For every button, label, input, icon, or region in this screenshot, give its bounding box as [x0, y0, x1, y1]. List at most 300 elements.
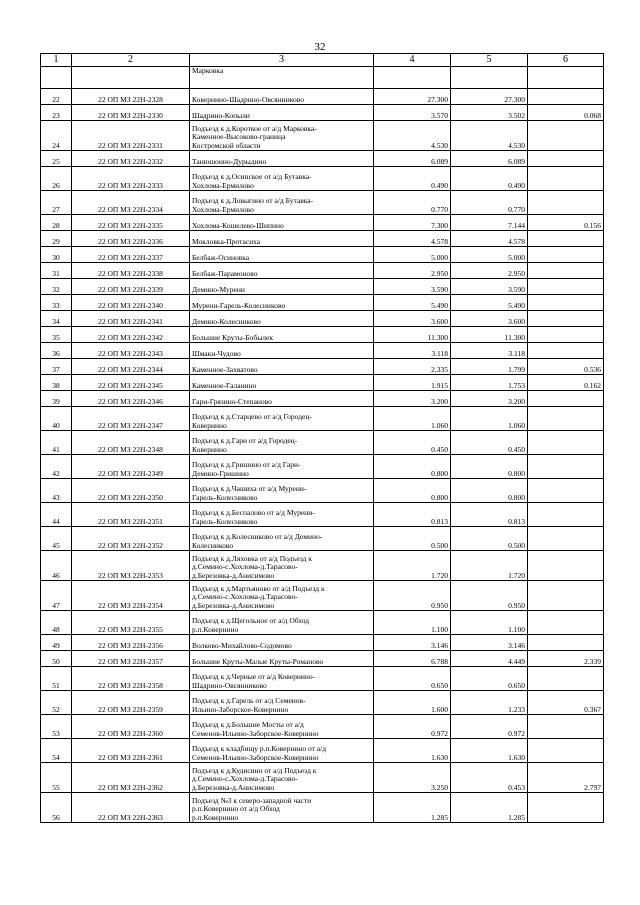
road-name-line: д.Березовка-д.Анисимово [192, 782, 275, 792]
road-name-cell [190, 551, 374, 581]
road-name-cell [190, 231, 374, 247]
road-name-line: Подъезд к д.Гришино от а/д Гари- [192, 460, 301, 470]
road-name-cell [190, 635, 374, 651]
total-length-cell: 4.530 [374, 121, 451, 151]
length-cell [528, 551, 604, 581]
road-name-line: Большие Круты-Малые Круты-Романово [192, 656, 324, 666]
length-cell [528, 667, 604, 691]
row-number-cell [41, 67, 72, 89]
length-cell: 6.089 [451, 151, 528, 167]
row-number-cell: 56 [41, 793, 72, 823]
row-number-cell: 27 [41, 191, 72, 215]
road-code-cell: 22 ОП МЗ 22Н-2356 [72, 635, 190, 651]
road-name-line: Подъезд к д.Ляховка от а/д Подъезд к [192, 553, 312, 563]
total-length-cell: 0.972 [374, 715, 451, 739]
column-header: 4 [374, 54, 451, 67]
length-cell [528, 247, 604, 263]
length-cell: 1.720 [451, 551, 528, 581]
road-name-line: Каменное-Захватово [192, 364, 258, 374]
table-row [41, 611, 604, 635]
total-length-cell: 1.630 [374, 739, 451, 763]
row-number-cell: 41 [41, 431, 72, 455]
road-name-cell [190, 431, 374, 455]
length-cell: 4.449 [451, 651, 528, 667]
length-cell [528, 431, 604, 455]
length-cell: 27.300 [451, 89, 528, 105]
table-row [41, 295, 604, 311]
length-cell: 11.300 [451, 327, 528, 343]
row-number-cell: 55 [41, 763, 72, 793]
row-number-cell: 28 [41, 215, 72, 231]
row-number-cell: 26 [41, 167, 72, 191]
road-name-line: Шмаки-Чудово [192, 348, 241, 358]
road-name-cell [190, 359, 374, 375]
road-name-line: Костромской области [192, 140, 261, 150]
road-name-line: Мурени-Гарель-Колесниково [192, 300, 286, 310]
road-name-line: Подъезд к д.Мартьяново от а/д Подъезд к [192, 583, 325, 593]
length-cell: 0.770 [451, 191, 528, 215]
column-header: 1 [41, 54, 72, 67]
total-length-cell: 1.720 [374, 551, 451, 581]
road-name-line: Подъезд к д.Черные от а/д Ковернино- [192, 672, 316, 682]
length-cell: 0.950 [451, 581, 528, 611]
road-code-cell: 22 ОП МЗ 22Н-2328 [72, 89, 190, 105]
road-name-line: д.Березовка-д.Анисимово [192, 570, 275, 580]
column-header: 5 [451, 54, 528, 67]
road-code-cell: 22 ОП МЗ 22Н-2348 [72, 431, 190, 455]
length-cell [528, 407, 604, 431]
table-row [41, 407, 604, 431]
road-name-line: Белбаж-Парамоново [192, 268, 258, 278]
length-cell: 0.813 [451, 503, 528, 527]
road-code-cell: 22 ОП МЗ 22Н-2352 [72, 527, 190, 551]
table-row [41, 527, 604, 551]
total-length-cell: 1.600 [374, 691, 451, 715]
length-cell: 0.367 [528, 691, 604, 715]
road-name-line: Семенов-Ильино-Заборское-Ковернино [192, 728, 319, 738]
road-code-cell: 22 ОП МЗ 22Н-2338 [72, 263, 190, 279]
table-row [41, 667, 604, 691]
row-number-cell: 48 [41, 611, 72, 635]
table-row [41, 279, 604, 295]
row-number-cell: 54 [41, 739, 72, 763]
row-number-cell: 25 [41, 151, 72, 167]
road-name-line: Подъезд к д.Чашиха от а/д Мурени- [192, 484, 307, 494]
road-name-line: р.п.Ковернино [192, 624, 239, 634]
road-name-line: д.Семино-с.Хохлома-д.Тарасово- [192, 562, 298, 572]
road-code-cell: 22 ОП МЗ 22Н-2346 [72, 391, 190, 407]
length-cell [528, 793, 604, 823]
table-row [41, 311, 604, 327]
total-length-cell: 1.285 [374, 793, 451, 823]
row-number-cell: 43 [41, 479, 72, 503]
length-cell [528, 611, 604, 635]
road-name-line: Ковернино [192, 444, 227, 454]
length-cell [528, 479, 604, 503]
length-cell [528, 391, 604, 407]
table-row [41, 503, 604, 527]
total-length-cell: 0.500 [374, 527, 451, 551]
roads-table [40, 53, 604, 823]
table-row [41, 455, 604, 479]
road-name-line: Хохлома-Кошелево-Шипино [192, 220, 284, 230]
row-number-cell: 52 [41, 691, 72, 715]
row-number-cell: 47 [41, 581, 72, 611]
length-cell: 3.600 [451, 311, 528, 327]
road-name-cell [190, 375, 374, 391]
total-length-cell: 0.450 [374, 431, 451, 455]
length-cell [528, 295, 604, 311]
road-name-cell [190, 263, 374, 279]
road-name-cell [190, 343, 374, 359]
length-cell [528, 279, 604, 295]
row-number-cell: 36 [41, 343, 72, 359]
table-row [41, 479, 604, 503]
length-cell: 0.156 [528, 215, 604, 231]
length-cell: 0.972 [451, 715, 528, 739]
road-name-cell [190, 215, 374, 231]
road-name-cell [190, 279, 374, 295]
road-name-cell [190, 691, 374, 715]
row-number-cell: 40 [41, 407, 72, 431]
table-row [41, 375, 604, 391]
length-cell [528, 503, 604, 527]
road-name-cell [190, 121, 374, 151]
row-number-cell: 23 [41, 105, 72, 121]
road-code-cell: 22 ОП МЗ 22Н-2347 [72, 407, 190, 431]
road-name-line: Подъезд №3 к северо-западной части [192, 795, 312, 805]
road-name-cell [190, 455, 374, 479]
length-cell: 3.118 [451, 343, 528, 359]
length-cell: 0.453 [451, 763, 528, 793]
road-name-line: Демино-Гришино [192, 468, 249, 478]
road-name-line: Подъезд к д.Щегольное от а/д Обход [192, 616, 310, 626]
road-name-cell [190, 167, 374, 191]
road-code-cell: 22 ОП МЗ 22Н-2349 [72, 455, 190, 479]
road-name-line: Белбаж-Осиновка [192, 252, 250, 262]
road-code-cell: 22 ОП МЗ 22Н-2345 [72, 375, 190, 391]
road-name-line: Гарель-Колесниково [192, 516, 258, 526]
road-name-line: Танюшонно-Дурыдино [192, 156, 267, 166]
road-code-cell: 22 ОП МЗ 22Н-2330 [72, 105, 190, 121]
length-cell: 1.285 [451, 793, 528, 823]
row-number-cell: 44 [41, 503, 72, 527]
road-name-cell [190, 763, 374, 793]
road-name-line: Шадрино-Копыли [192, 110, 250, 120]
column-header: 3 [190, 54, 374, 67]
total-length-cell: 3.118 [374, 343, 451, 359]
total-length-cell: 1.100 [374, 611, 451, 635]
table-row [41, 343, 604, 359]
table-row [41, 739, 604, 763]
length-cell: 1.753 [451, 375, 528, 391]
length-cell [528, 89, 604, 105]
length-cell [528, 151, 604, 167]
row-number-cell: 50 [41, 651, 72, 667]
road-code-cell: 22 ОП МЗ 22Н-2340 [72, 295, 190, 311]
length-cell: 1.630 [451, 739, 528, 763]
total-length-cell: 3.600 [374, 311, 451, 327]
length-cell: 0.800 [451, 479, 528, 503]
road-name-cell [190, 667, 374, 691]
road-code-cell: 22 ОП МЗ 22Н-2333 [72, 167, 190, 191]
length-cell: 1.233 [451, 691, 528, 715]
length-cell [528, 311, 604, 327]
road-name-cell [190, 407, 374, 431]
table-row [41, 763, 604, 793]
row-number-cell: 33 [41, 295, 72, 311]
length-cell [528, 191, 604, 215]
road-code-cell: 22 ОП МЗ 22Н-2334 [72, 191, 190, 215]
road-code-cell: 22 ОП МЗ 22Н-2351 [72, 503, 190, 527]
road-code-cell: 22 ОП МЗ 22Н-2363 [72, 793, 190, 823]
road-name-line: Каменное-Галанино [192, 380, 257, 390]
road-name-cell [190, 739, 374, 763]
row-number-cell: 39 [41, 391, 72, 407]
length-cell: 5.000 [451, 247, 528, 263]
table-row [41, 691, 604, 715]
total-length-cell: 0.800 [374, 479, 451, 503]
total-length-cell: 4.578 [374, 231, 451, 247]
road-name-line: Марковка [192, 66, 224, 75]
total-length-cell: 3.590 [374, 279, 451, 295]
road-code-cell: 22 ОП МЗ 22Н-2359 [72, 691, 190, 715]
road-name-line: Каменное-Высоково-граница [192, 132, 286, 142]
road-name-line: Волково-Михайлово-Содомово [192, 640, 292, 650]
road-code-cell: 22 ОП МЗ 22Н-2337 [72, 247, 190, 263]
table-row [41, 263, 604, 279]
table-row [41, 715, 604, 739]
length-cell: 1.100 [451, 611, 528, 635]
road-name-cell [190, 105, 374, 121]
table-row [41, 359, 604, 375]
road-name-line: р.п.Ковернино от а/д Обход [192, 804, 280, 814]
road-code-cell: 22 ОП МЗ 22Н-2354 [72, 581, 190, 611]
row-number-cell: 35 [41, 327, 72, 343]
row-number-cell: 32 [41, 279, 72, 295]
road-code-cell: 22 ОП МЗ 22Н-2361 [72, 739, 190, 763]
total-length-cell: 0.800 [374, 455, 451, 479]
road-code-cell: 22 ОП МЗ 22Н-2331 [72, 121, 190, 151]
total-length-cell: 3.200 [374, 391, 451, 407]
road-name-line: д.Семино-с.Хохлома-д.Тарасово- [192, 774, 298, 784]
road-code-cell: 22 ОП МЗ 22Н-2353 [72, 551, 190, 581]
length-cell: 1.060 [451, 407, 528, 431]
road-code-cell: 22 ОП МЗ 22Н-2362 [72, 763, 190, 793]
road-name-cell [190, 527, 374, 551]
table-row [41, 89, 604, 105]
length-cell: 3.502 [451, 105, 528, 121]
table-row [41, 167, 604, 191]
page-number: 32 [314, 41, 326, 53]
table-row [41, 327, 604, 343]
road-name-cell [190, 191, 374, 215]
length-cell: 1.799 [451, 359, 528, 375]
road-code-cell: 22 ОП МЗ 22Н-2358 [72, 667, 190, 691]
table-body [41, 67, 604, 823]
road-name-line: Шадрино-Овсянниково [192, 680, 267, 690]
road-name-line: Подъезд к д.Ловыгино от а/д Бутавка- [192, 196, 314, 206]
road-name-line: Подъезд к кладбищу р.п.Ковернино от а/д [192, 744, 327, 754]
table-row [41, 793, 604, 823]
total-length-cell: 3.250 [374, 763, 451, 793]
length-cell [528, 581, 604, 611]
total-length-cell: 11.300 [374, 327, 451, 343]
length-cell [528, 343, 604, 359]
total-length-cell: 27.300 [374, 89, 451, 105]
total-length-cell: 1.915 [374, 375, 451, 391]
road-name-line: Большие Круты-Бобылек [192, 332, 273, 342]
total-length-cell: 0.490 [374, 167, 451, 191]
road-name-cell [190, 793, 374, 823]
length-cell: 0.500 [451, 527, 528, 551]
road-name-line: Подъезд к д.Колесниково от а/д Демино- [192, 532, 323, 542]
length-cell: 0.450 [451, 431, 528, 455]
table-row [41, 651, 604, 667]
length-cell [528, 327, 604, 343]
road-name-cell [190, 651, 374, 667]
length-cell [528, 263, 604, 279]
road-name-line: Колесниково [192, 540, 234, 550]
length-cell: 0.800 [451, 455, 528, 479]
length-cell [528, 231, 604, 247]
road-name-line: Подъезд к д.Гари от а/д Городец- [192, 436, 298, 446]
road-name-cell [190, 295, 374, 311]
length-cell: 4.530 [451, 121, 528, 151]
length-cell [528, 67, 604, 89]
road-code-cell: 22 ОП МЗ 22Н-2335 [72, 215, 190, 231]
road-code-cell: 22 ОП МЗ 22Н-2350 [72, 479, 190, 503]
road-code-cell: 22 ОП МЗ 22Н-2332 [72, 151, 190, 167]
road-name-line: Гарель-Колесниково [192, 492, 258, 502]
total-length-cell: 2.335 [374, 359, 451, 375]
length-cell: 3.146 [451, 635, 528, 651]
length-cell: 2.339 [528, 651, 604, 667]
road-name-cell [190, 327, 374, 343]
total-length-cell: 7.300 [374, 215, 451, 231]
length-cell: 3.590 [451, 279, 528, 295]
road-name-line: Подъезд к д.Беспалово от а/д Мурени- [192, 508, 315, 518]
road-name-line: Подъезд к д.Осинское от а/д Бутавка- [192, 172, 312, 182]
length-cell [528, 527, 604, 551]
road-name-cell [190, 503, 374, 527]
row-number-cell: 34 [41, 311, 72, 327]
road-name-line: Ковернино-Шадрино-Овсянниково [192, 94, 304, 104]
column-header: 2 [72, 54, 190, 67]
length-cell [451, 67, 528, 89]
road-code-cell [72, 67, 190, 89]
table-row [41, 635, 604, 651]
table-row [41, 391, 604, 407]
table-row [41, 215, 604, 231]
road-name-line: д.Семино-с.Хохлома-д.Тарасово- [192, 592, 298, 602]
road-code-cell: 22 ОП МЗ 22Н-2343 [72, 343, 190, 359]
road-name-line: р.п.Ковернино [192, 812, 239, 822]
road-name-cell [190, 151, 374, 167]
road-name-line: Подъезд к д.Кудисино от а/д Подъезд к [192, 765, 317, 775]
length-cell: 3.200 [451, 391, 528, 407]
road-name-cell [190, 581, 374, 611]
length-cell: 0.162 [528, 375, 604, 391]
total-length-cell: 0.650 [374, 667, 451, 691]
length-cell [528, 715, 604, 739]
row-number-cell: 49 [41, 635, 72, 651]
road-code-cell: 22 ОП МЗ 22Н-2341 [72, 311, 190, 327]
total-length-cell: 2.950 [374, 263, 451, 279]
table-row [41, 431, 604, 455]
total-length-cell: 1.060 [374, 407, 451, 431]
road-name-cell [190, 311, 374, 327]
total-length-cell: 5.000 [374, 247, 451, 263]
row-number-cell: 53 [41, 715, 72, 739]
total-length-cell: 0.950 [374, 581, 451, 611]
road-name-line: Семенов-Ильино-Заборское-Ковернино [192, 752, 319, 762]
total-length-cell: 5.490 [374, 295, 451, 311]
road-name-line: Подъезд к д.Короткое от а/д Марковка- [192, 123, 317, 133]
length-cell [528, 635, 604, 651]
road-name-line: Подъезд к д.Старцево от а/д Городец- [192, 412, 312, 422]
length-cell: 5.490 [451, 295, 528, 311]
road-name-line: Ильино-Заборское-Ковернино [192, 704, 289, 714]
row-number-cell: 45 [41, 527, 72, 551]
road-name-line: д.Березовка-д.Анисимово [192, 600, 275, 610]
row-number-cell: 46 [41, 551, 72, 581]
row-number-cell: 38 [41, 375, 72, 391]
road-name-cell [190, 391, 374, 407]
row-number-cell: 24 [41, 121, 72, 151]
length-cell [528, 167, 604, 191]
table-row [41, 151, 604, 167]
length-cell [528, 455, 604, 479]
total-length-cell: 6.089 [374, 151, 451, 167]
road-name-line: Демино-Мурени [192, 284, 245, 294]
row-number-cell: 31 [41, 263, 72, 279]
length-cell: 0.068 [528, 105, 604, 121]
road-name-cell [190, 247, 374, 263]
road-name-line: Ковернино [192, 420, 227, 430]
road-code-cell: 22 ОП МЗ 22Н-2360 [72, 715, 190, 739]
length-cell: 2.797 [528, 763, 604, 793]
length-cell: 0.536 [528, 359, 604, 375]
length-cell: 4.578 [451, 231, 528, 247]
table-row [41, 247, 604, 263]
road-name-line: Гари-Грязино-Степаново [192, 396, 272, 406]
length-cell: 2.950 [451, 263, 528, 279]
row-number-cell: 37 [41, 359, 72, 375]
table-row [41, 581, 604, 611]
road-name-line: Подъезд к д.Большие Мосты от а/д [192, 720, 304, 730]
length-cell: 0.650 [451, 667, 528, 691]
total-length-cell: 6.788 [374, 651, 451, 667]
road-code-cell: 22 ОП МЗ 22Н-2357 [72, 651, 190, 667]
road-code-cell: 22 ОП МЗ 22Н-2344 [72, 359, 190, 375]
length-cell: 7.144 [451, 215, 528, 231]
table-header-row [41, 54, 604, 67]
length-cell [528, 121, 604, 151]
road-code-cell: 22 ОП МЗ 22Н-2339 [72, 279, 190, 295]
row-number-cell: 30 [41, 247, 72, 263]
table-row [41, 191, 604, 215]
road-name-line: Демино-Колесниково [192, 316, 261, 326]
road-code-cell: 22 ОП МЗ 22Н-2336 [72, 231, 190, 247]
length-cell: 0.490 [451, 167, 528, 191]
total-length-cell: 3.146 [374, 635, 451, 651]
total-length-cell [374, 67, 451, 89]
road-name-line: Хохлома-Ермилово [192, 180, 254, 190]
road-code-cell: 22 ОП МЗ 22Н-2355 [72, 611, 190, 635]
total-length-cell: 0.813 [374, 503, 451, 527]
road-name-cell [190, 67, 374, 89]
